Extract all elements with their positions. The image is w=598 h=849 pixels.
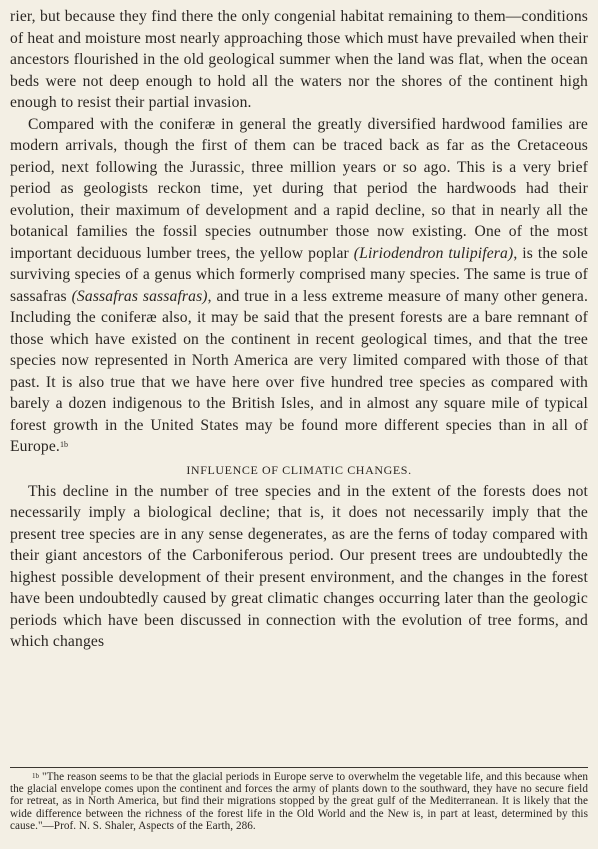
paragraph-climatic-changes: This decline in the number of tree species and in the extent of the forests does not necessarily imply a biological decline; that is, it does not necessarily imply that the present tree species are in any sense degenerates, as are the ferns of today compared with their giant ancestors of the Carboniferous period. Our present trees are undoubtedly the highest possible development of their present environment, and the changes in the forest have been undoubtedly caused by great climatic changes occurring later than the geologic periods which have been discussed in connection with the evolution of tree forms, and which changes	[10, 482, 588, 650]
scientific-name-liriodendron: (Liriodendron tulipifera)	[353, 244, 514, 262]
paragraph-text-segment: Compared with the coniferæ in general the greatly diversified hardwood families are modern arrivals, though the first of them can be traced back as far as the Cretaceous period, next following the Jurassic, three million years or so ago. This is a very brief period as geologists reckon time, yet during that period the hardwoods had their evolution, their maximum of development and a rapid decline, so that in nearly all the botanical families the fossil species outnumber those now existing. One of the most important deciduous lumber trees, the yellow poplar	[10, 115, 588, 262]
paragraph-hardwoods	[10, 114, 588, 458]
paragraph-text-segment: , is the sole surviving species of a genus which formerly comprised many species. The same is true of sassafras	[10, 244, 588, 305]
footnote-text: "The reason seems to be that the glacial periods in Europe serve to overwhelm the vegetable life, and this because when the glacial envelope comes upon the continent and forces the army of plants down to the southward, they have no secure field for retreat, as in North America, but find their migrations stopped by the great gulf of the Mediterranean. It is likely that the wide difference between the richness of the forest life in the Old World and the New is, in part at least, determined by this cause."—Prof. N. S. Shaler, Aspects of the Earth, 286.	[10, 771, 588, 832]
main-text	[10, 6, 588, 653]
footnote-reference: 1b	[59, 440, 68, 449]
footnote-mark: 1b	[32, 772, 39, 780]
paragraph-continuation: rier, but because they find there the only congenial habitat remaining to them—conditions of heat and moisture most nearly approaching those which must have prevailed when their ancestors flourished in the old geological summer when the land was flat, when the ocean beds were not deep enough to hold all the waters nor the shores of the continent high enough to resist their partial invasion.	[10, 8, 588, 111]
paragraph-text-segment: , and true in a less extreme measure of many other genera. Including the coniferæ also, it may be said that the present forests are a bare remnant of those which have existed on the continent in recent geological times, and that the tree species now represented in North America are very limited compared with those of that past. It is also true that we have here over five hundred tree species as compared with barely a dozen indigenous to the British Isles, and in almost any square mile of typical forest growth in the United States may be found more different species than in all of Europe.	[10, 287, 588, 455]
scientific-name-sassafras: (Sassafras sassafras)	[71, 287, 208, 305]
footnote	[10, 771, 588, 832]
section-heading: INFLUENCE OF CLIMATIC CHANGES.	[186, 462, 412, 477]
footnote-area	[10, 767, 588, 832]
